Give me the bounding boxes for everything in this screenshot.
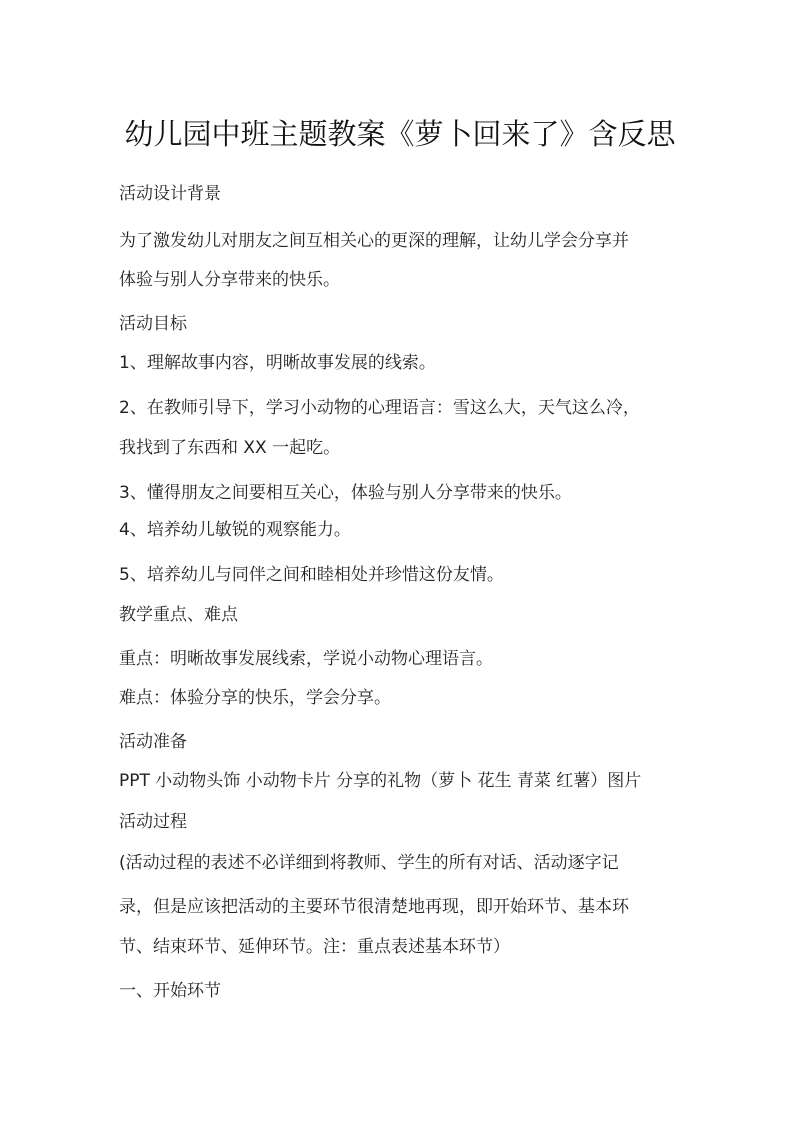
paragraph-line: (活动过程的表述不必详细到将教师、学生的所有对话、活动逐字记 xyxy=(119,853,619,873)
section-heading-start: 一、开始环节 xyxy=(119,981,221,1001)
goal-item-2: 2、在教师引导下，学习小动物的心理语言：雪这么大，天气这么冷， xyxy=(119,398,640,418)
key-point-line: 重点：明晰故事发展线索，学说小动物心理语言。 xyxy=(119,649,493,669)
paragraph-line: 为了激发幼儿对朋友之间互相关心的更深的理解，让幼儿学会分享并 xyxy=(119,231,629,251)
goal-item-2-continued: 我找到了东西和 XX 一起吃。 xyxy=(119,438,341,458)
section-heading-process: 活动过程 xyxy=(119,812,187,832)
document-title: 幼儿园中班主题教案《萝卜回来了》含反思 xyxy=(124,117,676,151)
goal-item-5: 5、培养幼儿与同伴之间和睦相处并珍惜这份友情。 xyxy=(119,565,504,585)
goal-item-4: 4、培养幼儿敏锐的观察能力。 xyxy=(119,520,351,540)
section-heading-key-points: 教学重点、难点 xyxy=(119,605,238,625)
paragraph-line: 录，但是应该把活动的主要环节很清楚地再现，即开始环节、基本环 xyxy=(119,897,629,917)
paragraph-line: 节、结束环节、延伸环节。注：重点表述基本环节） xyxy=(119,937,510,957)
section-heading-preparation: 活动准备 xyxy=(119,732,187,752)
difficulty-line: 难点：体验分享的快乐，学会分享。 xyxy=(119,688,391,708)
section-heading-goals: 活动目标 xyxy=(119,314,187,334)
goal-item-1: 1、理解故事内容，明晰故事发展的线索。 xyxy=(119,353,436,373)
paragraph-line: 体验与别人分享带来的快乐。 xyxy=(119,270,340,290)
section-heading-background: 活动设计背景 xyxy=(119,184,221,204)
preparation-line: PPT 小动物头饰 小动物卡片 分享的礼物（萝卜 花生 青菜 红薯）图片 xyxy=(119,771,642,791)
goal-item-3: 3、懂得朋友之间要相互关心，体验与别人分享带来的快乐。 xyxy=(119,483,572,503)
